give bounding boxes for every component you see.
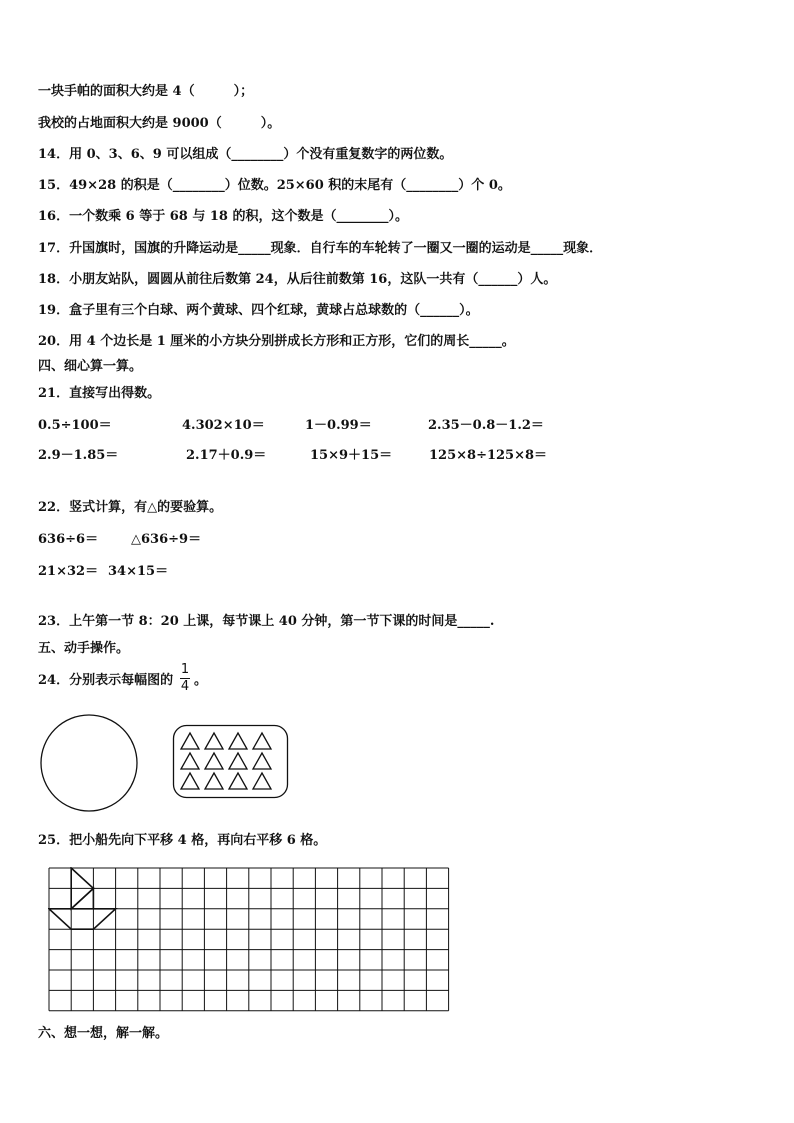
q21-calc: 15×9＋15＝	[310, 448, 393, 463]
q22-calc: 34×15＝	[108, 564, 169, 579]
q22-calc: 21×32＝	[38, 564, 99, 579]
triangle-shape	[229, 733, 247, 749]
question-18: 18．小朋友站队，圆圆从前往后数第 24，从后往前数第 16，这队一共有（______）人。	[38, 272, 557, 287]
question-23: 23．上午第一节 8：20 上课，每节课上 40 分钟，第一节下课的时间是_____.	[38, 614, 495, 629]
q21-calc: 1－0.99＝	[305, 418, 372, 433]
question-22: 22．竖式计算，有△的要验算。	[38, 500, 223, 515]
triangle-shape	[205, 773, 223, 789]
triangle-shape	[253, 773, 271, 789]
question-24-suffix: 。	[194, 673, 208, 688]
q21-calc: 4.302×10＝	[182, 418, 265, 433]
triangle-shape	[205, 733, 223, 749]
fraction-one-quarter	[180, 663, 190, 694]
question-17: 17．升国旗时，国旗的升降运动是_____现象．自行车的车轮转了一圈又一圈的运动是_____现象．	[38, 241, 603, 256]
fraction-denominator: 4	[180, 679, 190, 694]
q21-calc: 2.9－1.85＝	[38, 448, 119, 463]
question-16: 16．一个数乘 6 等于 68 与 18 的积，这个数是（________）。	[38, 209, 408, 224]
q22-calc: △636÷9＝	[131, 532, 202, 547]
boat-grid	[48, 867, 452, 1013]
question-14: 14．用 0、3、6、9 可以组成（________）个没有重复数字的两位数。	[38, 147, 453, 162]
boat-sail-edge	[71, 888, 93, 908]
q21-calc: 125×8÷125×8＝	[429, 448, 548, 463]
triangle-shape	[181, 773, 199, 789]
triangle-shape	[229, 753, 247, 769]
triangle-shape	[253, 733, 271, 749]
question-15: 15．49×28 的积是（________）位数。25×60 积的末尾有（________）个 0。	[38, 178, 511, 193]
line-school-area: 我校的占地面积大约是 9000（ ）。	[38, 116, 281, 131]
question-19: 19．盒子里有三个白球、两个黄球、四个红球，黄球占总球数的（______）。	[38, 303, 479, 318]
q21-calc: 2.17＋0.9＝	[186, 448, 267, 463]
q21-calc: 2.35－0.8－1.2＝	[428, 418, 544, 433]
circle-figure	[36, 712, 144, 816]
triangle-box-figure	[172, 724, 290, 800]
q21-calc: 0.5÷100＝	[38, 418, 112, 433]
question-20: 20．用 4 个边长是 1 厘米的小方块分别拼成长方形和正方形，它们的周长_____。	[38, 334, 515, 349]
section-5-heading: 五、动手操作。	[38, 641, 130, 656]
triangle-shape	[181, 733, 199, 749]
question-24: 24．分别表示每幅图的	[38, 673, 174, 688]
fraction-numerator: 1	[180, 662, 190, 677]
q22-calc: 636÷6＝	[38, 532, 99, 547]
question-25: 25．把小船先向下平移 4 格，再向右平移 6 格。	[38, 833, 327, 848]
section-6-heading: 六、想一想，解一解。	[38, 1026, 169, 1041]
triangle-shape	[253, 753, 271, 769]
line-handkerchief: 一块手帕的面积大约是 4（ ）；	[38, 84, 254, 99]
triangle-shape	[181, 753, 199, 769]
boat-hull	[49, 909, 116, 929]
triangle-shape	[205, 753, 223, 769]
question-21: 21．直接写出得数。	[38, 386, 161, 401]
triangle-shape	[229, 773, 247, 789]
section-4-heading: 四、细心算一算。	[38, 359, 143, 374]
